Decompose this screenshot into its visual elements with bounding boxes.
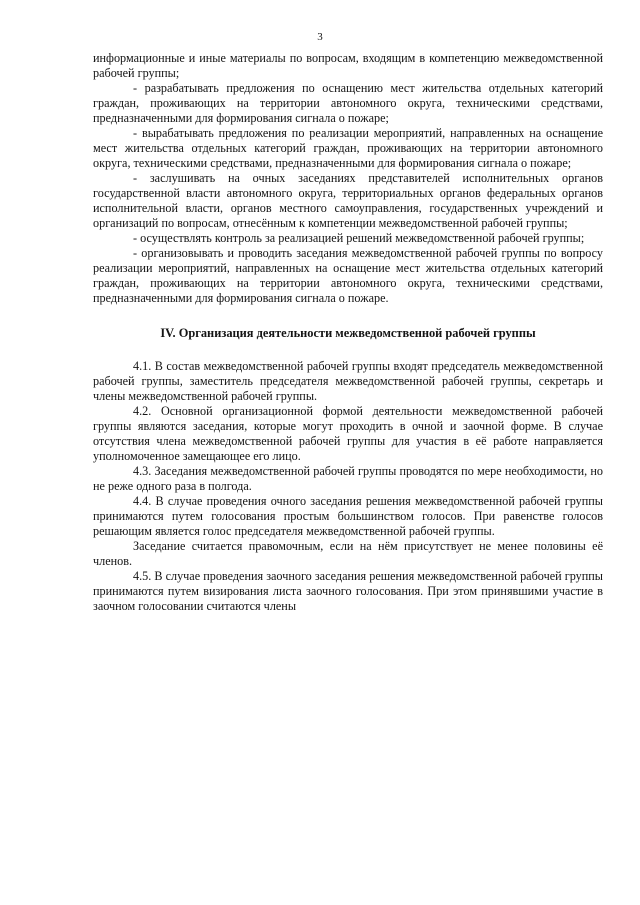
- list-item-hearings: - заслушивать на очных заседаниях представителей исполнительных органов государственной власти автономного округа, территориальных органов федеральных органов исполнительной власти, органов местного самоуправления, государственных учреждений и организаций по вопросам, отнесённым к компетенции межведомственной рабочей группы;: [93, 171, 603, 230]
- list-item-proposals: - разрабатывать предложения по оснащению мест жительства отдельных категорий граждан, проживающих на территории автономного округа, техническими средствами, предназначенными для формирования сигнала о пожаре;: [93, 81, 603, 125]
- document-body: [93, 51, 603, 614]
- list-item-meetings: - организовывать и проводить заседания межведомственной рабочей группы по вопросу реализации мероприятий, направленных на оснащение мест жительства отдельных категорий граждан, проживающих на территории автономного округа, техническими средствами, предназначенными для формирования сигнала о пожаре.: [93, 246, 603, 305]
- paragraph-continuation: информационные и иные материалы по вопросам, входящим в компетенцию межведомственной рабочей группы;: [93, 51, 603, 80]
- clause-4-1: 4.1. В состав межведомственной рабочей группы входят председатель межведомственной рабочей группы, заместитель председателя межведомственной рабочей группы, секретарь и члены межведомственной рабочей группы.: [93, 359, 603, 403]
- clause-4-3: 4.3. Заседания межведомственной рабочей группы проводятся по мере необходимости, но не реже одного раза в полгода.: [93, 464, 603, 493]
- clause-4-4-quorum: Заседание считается правомочным, если на нём присутствует не менее половины её членов.: [93, 539, 603, 568]
- clause-4-5: 4.5. В случае проведения заочного заседания решения межведомственной рабочей группы принимаются путем визирования листа заочного голосования. При этом принявшими участие в заочном голосовании считаются члены: [93, 569, 603, 613]
- section-heading: IV. Организация деятельности межведомственной рабочей группы: [160, 326, 536, 340]
- list-item-measures: - вырабатывать предложения по реализации мероприятий, направленных на оснащение мест жительства отдельных категорий граждан, проживающих на территории автономного округа, техническими средствами, предназначенными для формирования сигнала о пожаре;: [93, 126, 603, 170]
- clause-4-4: 4.4. В случае проведения очного заседания решения межведомственной рабочей группы принимаются путем голосования простым большинством голосов. При равенстве голосов решающим является голос председателя межведомственной рабочей группы.: [93, 494, 603, 538]
- list-item-control: - осуществлять контроль за реализацией решений межведомственной рабочей группы;: [133, 231, 585, 245]
- page-number: 3: [317, 31, 323, 43]
- clause-4-2: 4.2. Основной организационной формой деятельности межведомственной рабочей группы являются заседания, которые могут проходить в очной и заочной форме. В случае отсутствия члена межведомственной рабочей группы для участия в её работе направляется уполномоченное замещающее его лицо.: [93, 404, 603, 463]
